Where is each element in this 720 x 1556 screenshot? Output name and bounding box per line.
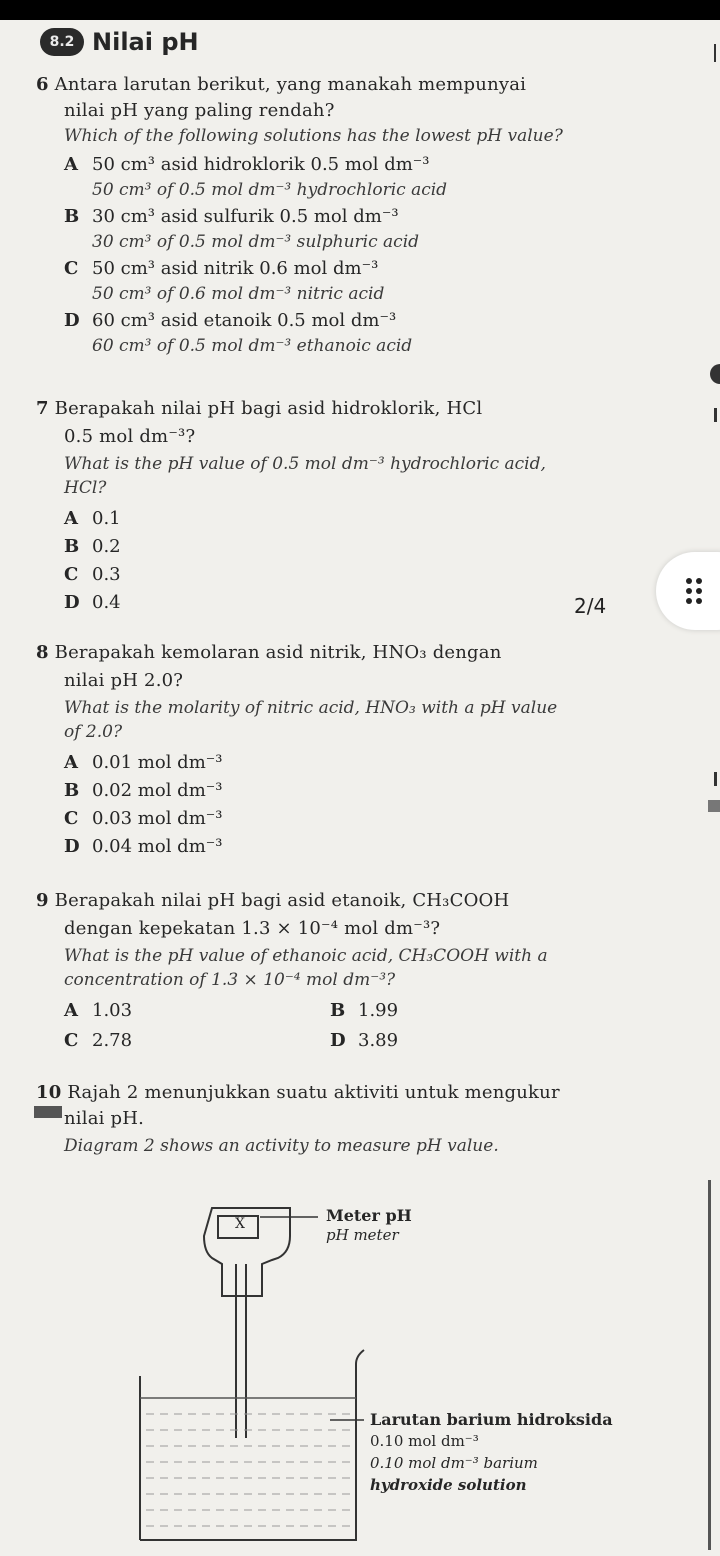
q9-option-d[interactable]: D 3.89 (330, 1030, 399, 1051)
section-badge: 8.2 (40, 28, 84, 56)
q9-text-en-line1: What is the pH value of ethanoic acid, CH₃COOH with a (64, 946, 548, 966)
liquid-hatching (146, 1414, 352, 1526)
q8-option-d[interactable]: D 0.04 mol dm⁻³ (64, 836, 223, 857)
q7-option-b[interactable]: B 0.2 (64, 536, 121, 557)
meter-label-ms: Meter pH (326, 1206, 412, 1225)
q8-text-en-line1: What is the molarity of nitric acid, HNO₃ with a pH value (64, 698, 558, 718)
q9-text-ms-line2: dengan kepekatan 1.3 × 10⁻⁴ mol dm⁻³? (64, 918, 441, 939)
q10-text-ms-line2: nilai pH. (64, 1108, 145, 1129)
q7-text-ms-line2: 0.5 mol dm⁻³? (64, 426, 196, 447)
q9-option-a[interactable]: A 1.03 (64, 1000, 133, 1021)
meter-label-en: pH meter (326, 1226, 399, 1244)
q8-number: 8 (36, 642, 49, 663)
q6-option-d[interactable]: D 60 cm³ asid etanoik 0.5 mol dm⁻³ (64, 310, 397, 331)
q8-option-b[interactable]: B 0.02 mol dm⁻³ (64, 780, 223, 801)
q6-option-a-en: 50 cm³ of 0.5 mol dm⁻³ hydrochloric acid (92, 180, 448, 200)
q9-number: 9 (36, 890, 49, 911)
q6-option-b-en: 30 cm³ of 0.5 mol dm⁻³ sulphuric acid (92, 232, 420, 252)
solution-conc: 0.10 mol dm⁻³ (370, 1432, 479, 1450)
q9-text-ms-line1: 9 Berapakah nilai pH bagi asid etanoik, CH₃COOH (36, 890, 510, 911)
solution-label-en-1: 0.10 mol dm⁻³ barium (370, 1454, 538, 1472)
q7-number: 7 (36, 398, 49, 419)
grid-dots-icon (686, 578, 704, 604)
q7-option-a[interactable]: A 0.1 (64, 508, 121, 529)
q6-text-ms-line2: nilai pH yang paling rendah? (64, 100, 335, 121)
q10-text-ms-line1: 10 Rajah 2 menunjukkan suatu aktiviti untuk mengukur (36, 1082, 560, 1103)
q9-option-c[interactable]: C 2.78 (64, 1030, 133, 1051)
q6-text-en: Which of the following solutions has the lowest pH value? (64, 126, 563, 146)
section-title: Nilai pH (92, 28, 199, 56)
q6-option-b[interactable]: B 30 cm³ asid sulfurik 0.5 mol dm⁻³ (64, 206, 399, 227)
q8-option-c[interactable]: C 0.03 mol dm⁻³ (64, 808, 223, 829)
q7-option-d[interactable]: D 0.4 (64, 592, 121, 613)
q9-text-en-line2: concentration of 1.3 × 10⁻⁴ mol dm⁻³? (64, 970, 396, 990)
solution-label-ms: Larutan barium hidroksida (370, 1410, 613, 1429)
q10-number: 10 (36, 1082, 62, 1103)
q7-option-c[interactable]: C 0.3 (64, 564, 121, 585)
q6-number: 6 (36, 74, 49, 95)
q7-text-ms-line1: 7 Berapakah nilai pH bagi asid hidroklorik, HCl (36, 398, 483, 419)
beaker (140, 1350, 364, 1540)
q7-text-en-line2: HCl? (64, 478, 107, 498)
q7-text-en-line1: What is the pH value of 0.5 mol dm⁻³ hydrochloric acid, (64, 454, 546, 474)
q8-text-ms-line1: 8 Berapakah kemolaran asid nitrik, HNO₃ dengan (36, 642, 502, 663)
meter-x-label: X (235, 1216, 245, 1232)
q8-text-ms-line2: nilai pH 2.0? (64, 670, 184, 691)
q6-option-c[interactable]: C 50 cm³ asid nitrik 0.6 mol dm⁻³ (64, 258, 379, 279)
q9-option-b[interactable]: B 1.99 (330, 1000, 399, 1021)
q10-text-en: Diagram 2 shows an activity to measure pH value. (64, 1136, 499, 1156)
q6-option-d-en: 60 cm³ of 0.5 mol dm⁻³ ethanoic acid (92, 336, 413, 356)
q6-text-ms-line1: 6 Antara larutan berikut, yang manakah mempunyai (36, 74, 527, 95)
page-indicator: 2/4 (574, 594, 607, 618)
q6-option-a[interactable]: A 50 cm³ asid hidroklorik 0.5 mol dm⁻³ (64, 154, 430, 175)
q6-option-c-en: 50 cm³ of 0.6 mol dm⁻³ nitric acid (92, 284, 385, 304)
solution-label-en-2: hydroxide solution (370, 1476, 527, 1494)
q8-option-a[interactable]: A 0.01 mol dm⁻³ (64, 752, 223, 773)
q8-text-en-line2: of 2.0? (64, 722, 123, 742)
